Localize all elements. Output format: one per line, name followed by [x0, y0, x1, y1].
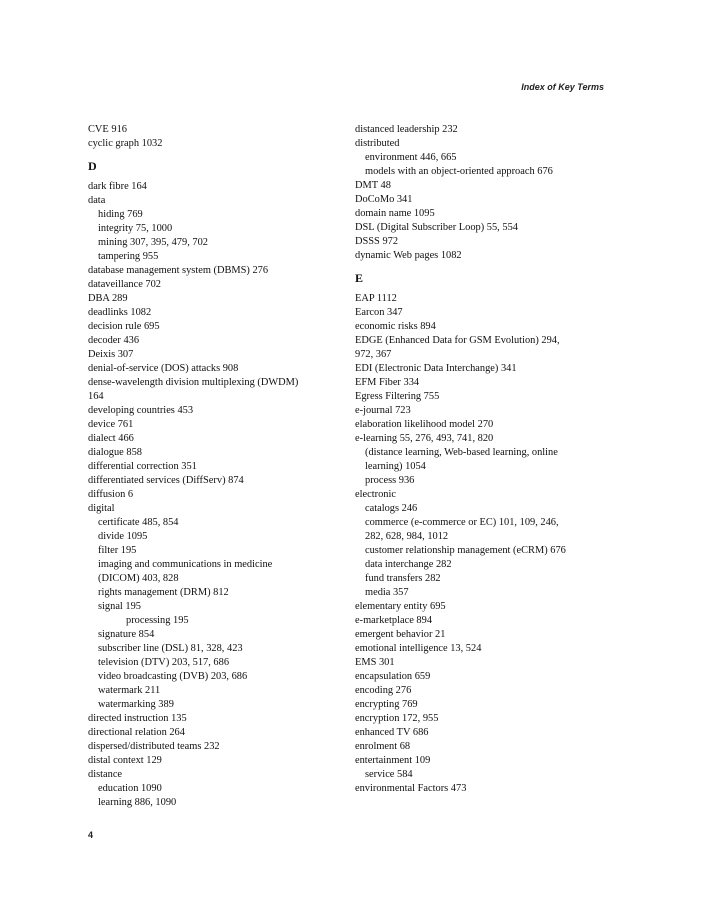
index-entry: environmental Factors 473: [355, 783, 467, 794]
index-entry: differential correction 351: [88, 461, 197, 472]
index-subentry: (distance learning, Web-based learning, online: [365, 447, 558, 458]
index-subentry: customer relationship management (eCRM) 676: [365, 545, 566, 556]
index-entry: Deixis 307: [88, 349, 134, 360]
index-entry: e-marketplace 894: [355, 615, 433, 626]
index-entry: DBA 289: [88, 293, 128, 304]
index-section-letter: D: [88, 159, 97, 173]
index-subentry: watermark 211: [98, 685, 161, 696]
index-entry: enrolment 68: [355, 741, 411, 752]
index-entry: DoCoMo 341: [355, 194, 413, 205]
index-subentry: learning 886, 1090: [98, 797, 177, 808]
index-subentry: mining 307, 395, 479, 702: [98, 237, 208, 248]
index-entry: Egress Filtering 755: [355, 391, 440, 402]
index-entry: diffusion 6: [88, 489, 134, 500]
index-subentry: integrity 75, 1000: [98, 223, 173, 234]
index-subentry: signature 854: [98, 629, 155, 640]
index-subentry: video broadcasting (DVB) 203, 686: [98, 671, 248, 682]
index-entry: 164: [88, 391, 104, 402]
index-entry: economic risks 894: [355, 321, 436, 332]
index-subentry: divide 1095: [98, 531, 148, 542]
index-entry: emergent behavior 21: [355, 629, 446, 640]
index-section-letter: E: [355, 271, 364, 285]
index-entry: e-journal 723: [355, 405, 411, 416]
index-entry: CVE 916: [88, 124, 127, 135]
index-entry: electronic: [355, 489, 396, 500]
index-subentry: environment 446, 665: [365, 152, 457, 163]
index-entry: e-learning 55, 276, 493, 741, 820: [355, 433, 494, 444]
index-subentry: learning) 1054: [365, 461, 426, 472]
index-entry: EFM Fiber 334: [355, 377, 420, 388]
index-entry: emotional intelligence 13, 524: [355, 643, 482, 654]
index-subentry: television (DTV) 203, 517, 686: [98, 657, 230, 668]
index-entry: encoding 276: [355, 685, 412, 696]
index-entry: encrypting 769: [355, 699, 418, 710]
index-subentry: signal 195: [98, 601, 142, 612]
index-entry: DSSS 972: [355, 236, 399, 247]
index-entry: dialect 466: [88, 433, 134, 444]
index-entry: distanced leadership 232: [355, 124, 458, 135]
index-column-right: [355, 123, 610, 796]
index-entry: encryption 172, 955: [355, 713, 439, 724]
index-subentry: models with an object-oriented approach 676: [365, 166, 553, 177]
index-entry: dark fibre 164: [88, 181, 147, 192]
index-entry: EAP 1112: [355, 293, 397, 304]
index-subentry: process 936: [365, 475, 415, 486]
index-entry: directional relation 264: [88, 727, 185, 738]
index-entry: elementary entity 695: [355, 601, 446, 612]
index-entry: dialogue 858: [88, 447, 142, 458]
index-entry: cyclic graph 1032: [88, 138, 163, 149]
index-subentry: 282, 628, 984, 1012: [365, 531, 449, 542]
index-entry: developing countries 453: [88, 405, 194, 416]
index-entry: decision rule 695: [88, 321, 160, 332]
index-entry: Earcon 347: [355, 307, 403, 318]
index-subentry: commerce (e-commerce or EC) 101, 109, 246,: [365, 517, 559, 528]
index-subentry: watermarking 389: [98, 699, 174, 710]
index-subentry: rights management (DRM) 812: [98, 587, 229, 598]
index-entry: dataveillance 702: [88, 279, 161, 290]
index-entry: denial-of-service (DOS) attacks 908: [88, 363, 239, 374]
index-entry: DSL (Digital Subscriber Loop) 55, 554: [355, 222, 518, 233]
page-number: 4: [88, 830, 94, 840]
index-subentry: imaging and communications in medicine: [98, 559, 273, 570]
index-entry: dynamic Web pages 1082: [355, 250, 462, 261]
index-subentry: data interchange 282: [365, 559, 452, 570]
index-entry: decoder 436: [88, 335, 140, 346]
index-subentry: service 584: [365, 769, 413, 780]
index-subentry: education 1090: [98, 783, 162, 794]
index-entry: elaboration likelihood model 270: [355, 419, 494, 430]
index-entry: enhanced TV 686: [355, 727, 429, 738]
index-entry: 972, 367: [355, 349, 392, 360]
index-entry: deadlinks 1082: [88, 307, 152, 318]
index-entry: device 761: [88, 419, 134, 430]
index-entry: digital: [88, 503, 115, 514]
index-entry: EDGE (Enhanced Data for GSM Evolution) 294,: [355, 335, 560, 346]
index-entry: directed instruction 135: [88, 713, 187, 724]
index-subentry: (DICOM) 403, 828: [98, 573, 179, 584]
index-subentry: catalogs 246: [365, 503, 418, 514]
index-entry: data: [88, 195, 106, 206]
index-entry: DMT 48: [355, 180, 391, 191]
index-entry: EDI (Electronic Data Interchange) 341: [355, 363, 517, 374]
index-subentry: subscriber line (DSL) 81, 328, 423: [98, 643, 243, 654]
index-column-left: [88, 123, 343, 810]
index-entry: encapsulation 659: [355, 671, 431, 682]
running-header: Index of Key Terms: [521, 82, 604, 92]
index-entry: dense-wavelength division multiplexing (DWDM): [88, 377, 299, 388]
index-entry: database management system (DBMS) 276: [88, 265, 269, 276]
index-subentry: filter 195: [98, 545, 137, 556]
index-subentry: fund transfers 282: [365, 573, 441, 584]
index-subentry: media 357: [365, 587, 409, 598]
index-entry: distal context 129: [88, 755, 162, 766]
index-subentry: processing 195: [126, 615, 189, 626]
index-entry: EMS 301: [355, 657, 395, 668]
index-entry: differentiated services (DiffServ) 874: [88, 475, 244, 486]
index-entry: domain name 1095: [355, 208, 435, 219]
index-entry: distance: [88, 769, 123, 780]
index-subentry: tampering 955: [98, 251, 159, 262]
index-entry: distributed: [355, 138, 400, 149]
index-entry: entertainment 109: [355, 755, 431, 766]
index-subentry: hiding 769: [98, 209, 143, 220]
index-entry: dispersed/distributed teams 232: [88, 741, 220, 752]
index-subentry: certificate 485, 854: [98, 517, 179, 528]
